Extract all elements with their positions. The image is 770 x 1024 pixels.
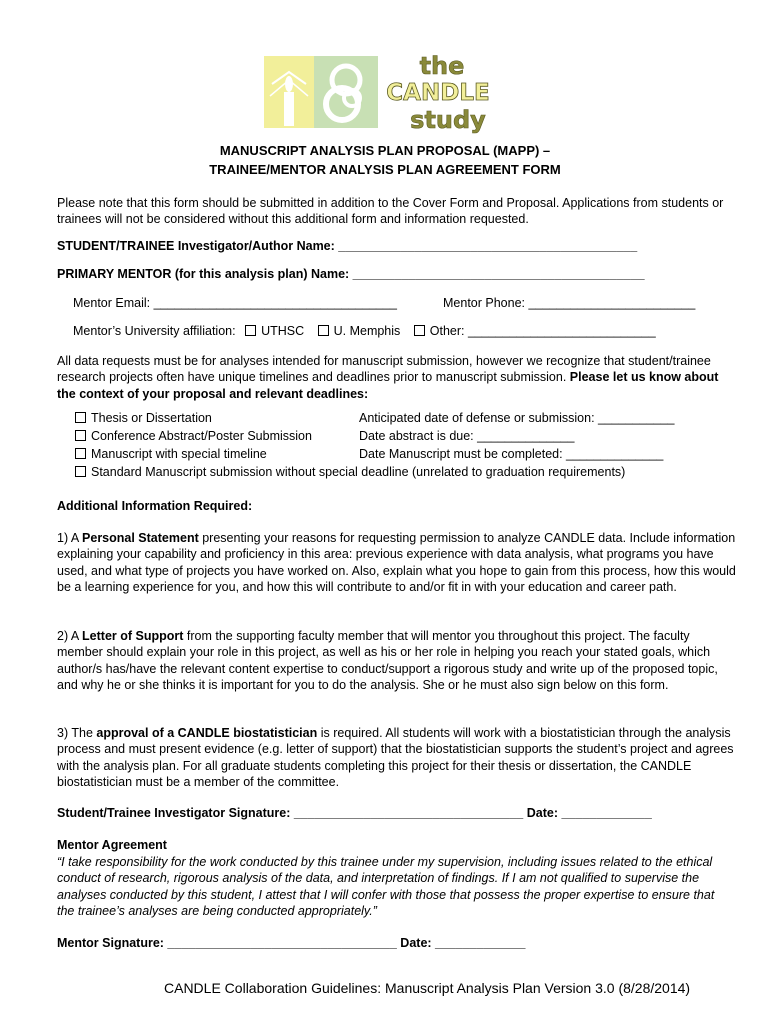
other-field[interactable]: Other: ___________________________ — [429, 324, 656, 338]
option-standard — [75, 465, 625, 479]
option-label: Thesis or Dissertation — [91, 411, 212, 425]
option-label: Conference Abstract/Poster Submission — [91, 429, 312, 443]
mentor-phone-field[interactable]: Mentor Phone: ________________________ — [443, 296, 696, 310]
additional-info-heading: Additional Information Required: — [57, 499, 253, 513]
data-requests-text: All data requests must be for analyses intended for manuscript submission, however we recognize that student/trainee research projects often have unique timelines and deadlines prior to manuscript submission. — [57, 354, 711, 385]
affiliation-row — [73, 324, 656, 338]
biostatistician-paragraph — [57, 725, 737, 791]
mentor-name-field[interactable]: PRIMARY MENTOR (for this analysis plan) Name: __________________________________________ — [57, 267, 645, 281]
data-requests-bold: Please let us know about the context of your proposal and relevant deadlines: — [57, 370, 719, 401]
mentor-email-field[interactable]: Mentor Email: ___________________________________ — [73, 296, 397, 310]
special-timeline-checkbox[interactable] — [75, 448, 86, 459]
uthsc-checkbox[interactable] — [245, 325, 256, 336]
option-thesis — [75, 411, 212, 425]
memphis-label: U. Memphis — [333, 324, 401, 338]
mentor-signature-field[interactable]: Mentor Signature: _________________________________ Date: _____________ — [57, 936, 526, 950]
letter-of-support-text: from the supporting faculty member that will mentor you throughout this project. The faculty member should explain your role in this project, as well as his or her role in helping you reach your stated goals, which author/s has/have the relevant content expertise to conduct/support a rigorous study and write up of the proposed topic, and why he or she thinks it is important for you to do the analysis. She or he must also sign below on this form. — [57, 629, 718, 693]
candle-study-logo — [264, 50, 500, 136]
letter-of-support-paragraph — [57, 628, 737, 694]
affiliation-label: Mentor’s University affiliation: — [73, 324, 236, 338]
thesis-date-field[interactable]: Anticipated date of defense or submission: ___________ — [359, 411, 675, 425]
logo-text-the: the — [419, 52, 465, 80]
mentor-agreement-quote: “I take responsibility for the work conducted by this trainee under my supervision, including issues related to the ethical conduct of research, rigorous analysis of the data, and interpretation of findings. If I am not qualified to supervise the analyses conducted by this student, I attest that I will confer with those that possess the proper expertise to ensure that the trainee’s analyses are being conducted appropriately.” — [57, 855, 715, 919]
manuscript-date-field[interactable]: Date Manuscript must be completed: ______________ — [359, 447, 664, 461]
other-checkbox[interactable] — [414, 325, 425, 336]
logo-text-study: study — [410, 106, 486, 134]
item-number: 1) A — [57, 531, 83, 545]
page-footer: CANDLE Collaboration Guidelines: Manuscript Analysis Plan Version 3.0 (8/28/2014) — [164, 980, 691, 996]
form-title-line1: MANUSCRIPT ANALYSIS PLAN PROPOSAL (MAPP) – — [219, 143, 551, 158]
biostatistician-term: approval of a CANDLE biostatistician — [96, 726, 318, 740]
memphis-checkbox[interactable] — [318, 325, 329, 336]
personal-statement-paragraph — [57, 530, 737, 596]
logo-text-candle: CANDLE — [386, 80, 490, 106]
option-special-timeline — [75, 447, 267, 461]
item-number: 2) A — [57, 629, 83, 643]
personal-statement-term: Personal Statement — [82, 531, 199, 545]
letter-of-support-term: Letter of Support — [82, 629, 184, 643]
abstract-date-field[interactable]: Date abstract is due: ______________ — [359, 429, 575, 443]
intro-paragraph: Please note that this form should be submitted in addition to the Cover Form and Proposal. Applications from students or trainees will not be considered without this additional form and information requested. — [57, 196, 724, 227]
student-name-field[interactable]: STUDENT/TRAINEE Investigator/Author Name: ___________________________________________ — [57, 239, 638, 253]
thesis-checkbox[interactable] — [75, 412, 86, 423]
option-label: Standard Manuscript submission without special deadline (unrelated to graduation requirements) — [91, 465, 626, 479]
item-number: 3) The — [57, 726, 97, 740]
option-label: Manuscript with special timeline — [91, 447, 267, 461]
standard-checkbox[interactable] — [75, 466, 86, 477]
form-title-line2: TRAINEE/MENTOR ANALYSIS PLAN AGREEMENT FORM — [209, 162, 561, 177]
biostatistician-text: is required. All students will work with a biostatistician through the analysis process and must present evidence (e.g. letter of support) that the biostatistician supports the student’s project and agrees with the analysis plan. For all graduate students completing this project for their thesis or dissertation, the CANDLE biostatistician must be a member of the committee. — [57, 726, 734, 790]
mentor-agreement-heading: Mentor Agreement — [57, 838, 167, 852]
data-requests-paragraph — [57, 353, 737, 402]
student-signature-field[interactable]: Student/Trainee Investigator Signature: _________________________________ Date: _____________ — [57, 806, 652, 820]
option-conference — [75, 429, 312, 443]
personal-statement-text: presenting your reasons for requesting permission to analyze CANDLE data. Include information explaining your capability and proficiency in this area: previous experience with data analysis, what programs you have used, and what type of projects you have worked on. Also, explain what you hope to gain from this process, how this would be a learning experience for you, and how this will contribute to and/or fit in with your education and career path. — [57, 531, 736, 595]
conference-checkbox[interactable] — [75, 430, 86, 441]
uthsc-label: UTHSC — [261, 324, 305, 338]
